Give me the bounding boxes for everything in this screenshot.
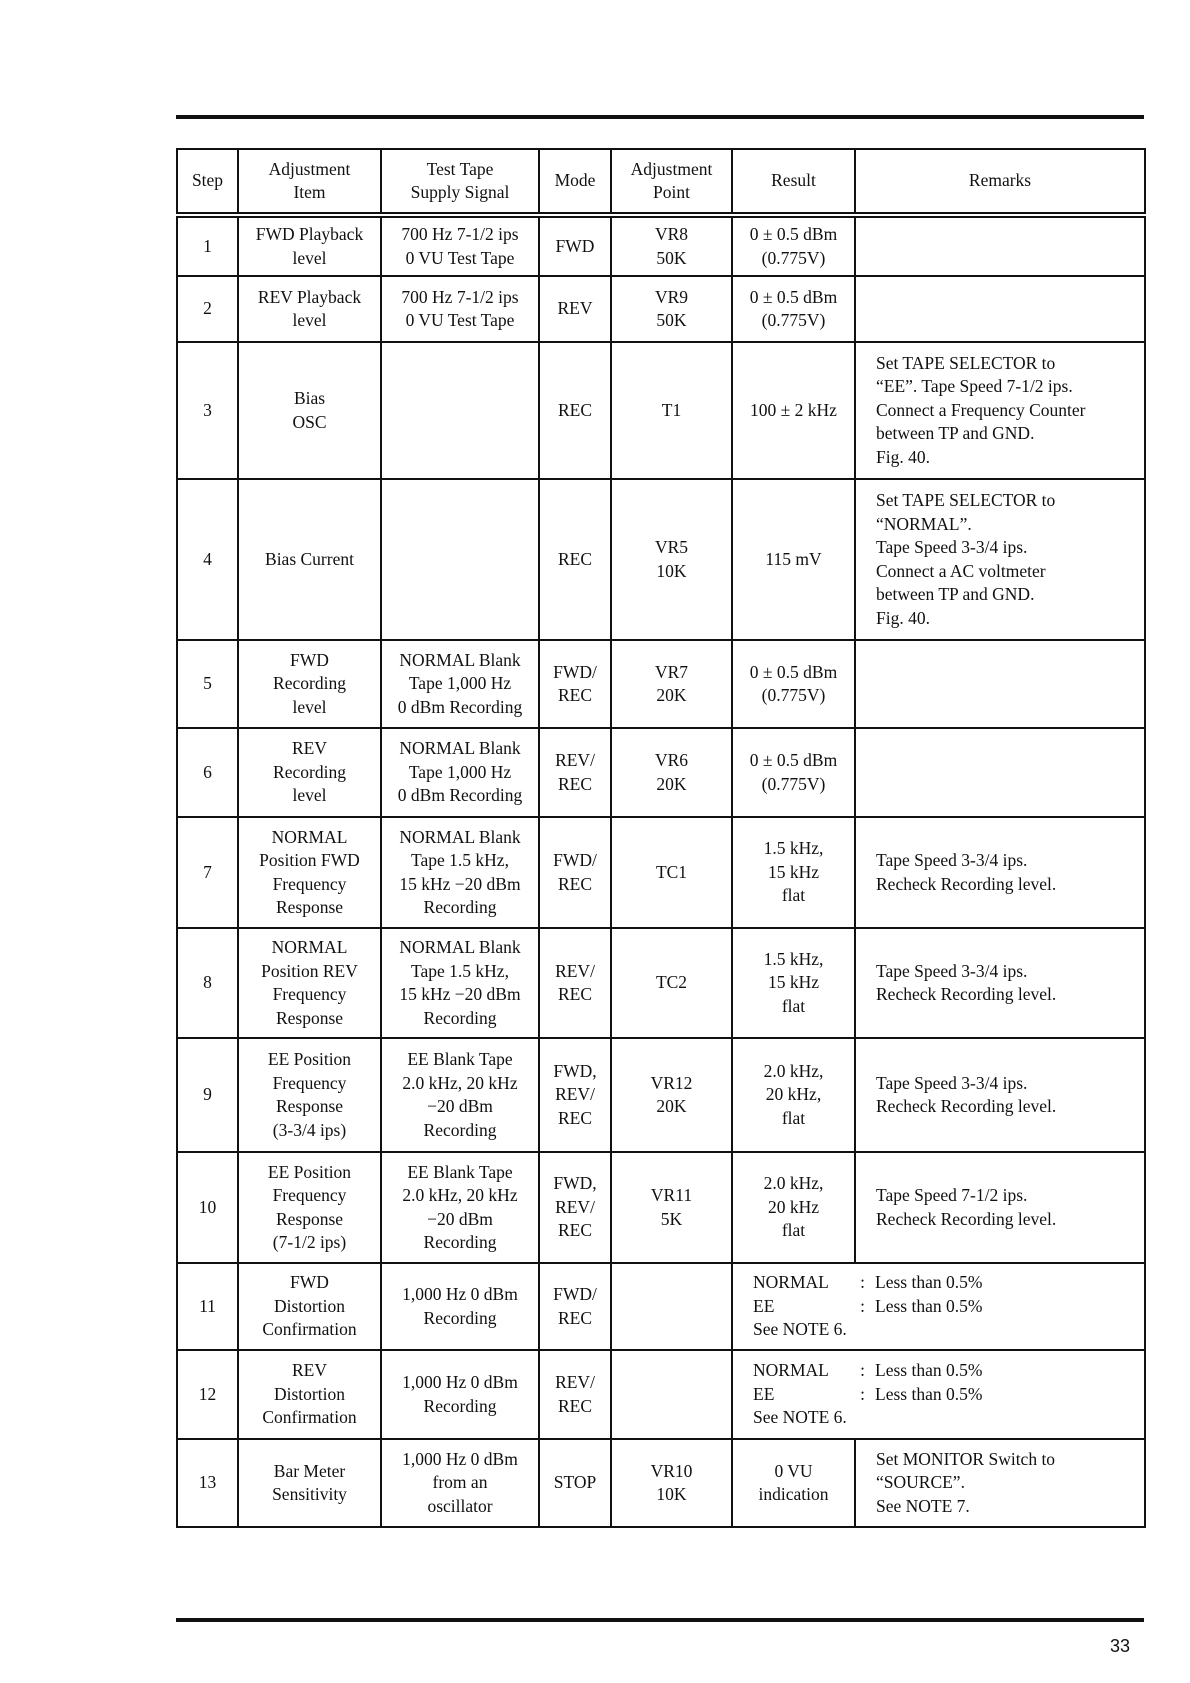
table-row [177, 479, 1145, 640]
cell-mode: FWD/ REC [539, 817, 611, 928]
cell-result: 1.5 kHz, 15 kHz flat [732, 928, 855, 1038]
cell-adjustment-point: VR11 5K [611, 1152, 732, 1263]
cell-adjustment-item: REV Playback level [238, 276, 381, 342]
cell-remarks: Tape Speed 3-3/4 ips. Recheck Recording level. [855, 1038, 1145, 1152]
cell-step: 6 [177, 728, 238, 817]
cell-adjustment-item: Bias Current [238, 479, 381, 640]
cell-step: 13 [177, 1439, 238, 1527]
header-result: Result [732, 149, 855, 215]
distortion-line [753, 1271, 1140, 1295]
cell-distortion-result [732, 1263, 1145, 1350]
cell-mode: REC [539, 479, 611, 640]
header-mode: Mode [539, 149, 611, 215]
cell-adjustment-point: VR12 20K [611, 1038, 732, 1152]
cell-step: 9 [177, 1038, 238, 1152]
cell-mode: FWD/ REC [539, 640, 611, 728]
distortion-note: See NOTE 6. [753, 1407, 847, 1428]
distortion-line [753, 1383, 1140, 1407]
cell-result: 0 VU indication [732, 1439, 855, 1527]
cell-distortion-result [732, 1350, 1145, 1439]
cell-step: 3 [177, 342, 238, 479]
cell-adjustment-point: VR6 20K [611, 728, 732, 817]
cell-adjustment-point: TC2 [611, 928, 732, 1038]
cell-remarks [855, 728, 1145, 817]
distortion-value: Less than 0.5% [875, 1383, 983, 1404]
distortion-label: NORMAL [753, 1272, 829, 1293]
cell-test-tape-signal: NORMAL Blank Tape 1,000 Hz 0 dBm Recording [381, 728, 539, 817]
cell-test-tape-signal: 1,000 Hz 0 dBm from an oscillator [381, 1439, 539, 1527]
cell-remarks [855, 640, 1145, 728]
cell-result: 2.0 kHz, 20 kHz, flat [732, 1038, 855, 1152]
cell-adjustment-item: Bias OSC [238, 342, 381, 479]
cell-mode: REC [539, 342, 611, 479]
cell-result: 0 ± 0.5 dBm (0.775V) [732, 640, 855, 728]
colon: : [860, 1360, 865, 1381]
cell-remarks [855, 276, 1145, 342]
cell-mode: STOP [539, 1439, 611, 1527]
page-number: 33 [1110, 1636, 1131, 1656]
table-body [177, 215, 1145, 1527]
cell-test-tape-signal: 1,000 Hz 0 dBm Recording [381, 1263, 539, 1350]
cell-mode: REV/ REC [539, 1350, 611, 1439]
cell-adjustment-point: TC1 [611, 817, 732, 928]
cell-adjustment-point [611, 1263, 732, 1350]
cell-step: 8 [177, 928, 238, 1038]
table-row [177, 817, 1145, 928]
cell-mode: REV/ REC [539, 928, 611, 1038]
cell-result: 100 ± 2 kHz [732, 342, 855, 479]
cell-adjustment-item: NORMAL Position FWD Frequency Response [238, 817, 381, 928]
cell-remarks: Set TAPE SELECTOR to “NORMAL”. Tape Speed 3-3/4 ips. Connect a AC voltmeter between TP and GND. Fig. 40. [855, 479, 1145, 640]
cell-adjustment-point: VR5 10K [611, 479, 732, 640]
cell-step: 11 [177, 1263, 238, 1350]
distortion-label: NORMAL [753, 1360, 829, 1381]
table-row [177, 1263, 1145, 1350]
cell-adjustment-item: FWD Distortion Confirmation [238, 1263, 381, 1350]
cell-test-tape-signal: EE Blank Tape 2.0 kHz, 20 kHz −20 dBm Recording [381, 1152, 539, 1263]
distortion-value: Less than 0.5% [875, 1272, 983, 1293]
cell-remarks: Tape Speed 3-3/4 ips. Recheck Recording level. [855, 817, 1145, 928]
cell-adjustment-item: FWD Playback level [238, 215, 381, 276]
header-step: Step [177, 149, 238, 215]
cell-remarks [855, 215, 1145, 276]
cell-step: 5 [177, 640, 238, 728]
cell-adjustment-item: REV Distortion Confirmation [238, 1350, 381, 1439]
cell-step: 10 [177, 1152, 238, 1263]
cell-adjustment-item: REV Recording level [238, 728, 381, 817]
cell-adjustment-item: EE Position Frequency Response (3-3/4 ips) [238, 1038, 381, 1152]
distortion-value: Less than 0.5% [875, 1360, 983, 1381]
cell-result: 0 ± 0.5 dBm (0.775V) [732, 728, 855, 817]
cell-mode: REV/ REC [539, 728, 611, 817]
cell-adjustment-item: EE Position Frequency Response (7-1/2 ips) [238, 1152, 381, 1263]
header-row [177, 149, 1145, 215]
adjustment-table [176, 148, 1146, 1528]
cell-adjustment-item: NORMAL Position REV Frequency Response [238, 928, 381, 1038]
header-remarks: Remarks [855, 149, 1145, 215]
table-row [177, 342, 1145, 479]
cell-test-tape-signal: 700 Hz 7-1/2 ips 0 VU Test Tape [381, 215, 539, 276]
table-row [177, 1038, 1145, 1152]
table-row [177, 640, 1145, 728]
cell-remarks: Set TAPE SELECTOR to “EE”. Tape Speed 7-1/2 ips. Connect a Frequency Counter between TP and GND. Fig. 40. [855, 342, 1145, 479]
cell-mode: FWD/ REC [539, 1263, 611, 1350]
table-row [177, 728, 1145, 817]
cell-step: 7 [177, 817, 238, 928]
cell-step: 1 [177, 215, 238, 276]
cell-test-tape-signal: EE Blank Tape 2.0 kHz, 20 kHz −20 dBm Recording [381, 1038, 539, 1152]
colon: : [860, 1383, 865, 1404]
table-row [177, 276, 1145, 342]
cell-step: 2 [177, 276, 238, 342]
cell-adjustment-point: VR10 10K [611, 1439, 732, 1527]
colon: : [860, 1272, 865, 1293]
cell-step: 12 [177, 1350, 238, 1439]
table-row [177, 215, 1145, 276]
cell-result: 115 mV [732, 479, 855, 640]
distortion-value: Less than 0.5% [875, 1295, 983, 1316]
header-adjustment-point: Adjustment Point [611, 149, 732, 215]
cell-mode: REV [539, 276, 611, 342]
distortion-line [753, 1359, 1140, 1383]
cell-remarks: Tape Speed 3-3/4 ips. Recheck Recording level. [855, 928, 1145, 1038]
header-adjustment-item: Adjustment Item [238, 149, 381, 215]
cell-test-tape-signal [381, 342, 539, 479]
cell-test-tape-signal: 700 Hz 7-1/2 ips 0 VU Test Tape [381, 276, 539, 342]
top-rule [176, 115, 1144, 119]
table-row [177, 928, 1145, 1038]
cell-test-tape-signal: NORMAL Blank Tape 1,000 Hz 0 dBm Recording [381, 640, 539, 728]
cell-test-tape-signal [381, 479, 539, 640]
cell-adjustment-point [611, 1350, 732, 1439]
cell-mode: FWD, REV/ REC [539, 1038, 611, 1152]
distortion-label: EE [753, 1383, 775, 1404]
cell-result: 1.5 kHz, 15 kHz flat [732, 817, 855, 928]
cell-step: 4 [177, 479, 238, 640]
distortion-label: EE [753, 1295, 775, 1316]
cell-result: 0 ± 0.5 dBm (0.775V) [732, 276, 855, 342]
cell-adjustment-point: VR9 50K [611, 276, 732, 342]
colon: : [860, 1295, 865, 1316]
table-row [177, 1439, 1145, 1527]
cell-adjustment-point: VR8 50K [611, 215, 732, 276]
cell-mode: FWD, REV/ REC [539, 1152, 611, 1263]
cell-remarks: Set MONITOR Switch to “SOURCE”. See NOTE 7. [855, 1439, 1145, 1527]
cell-adjustment-point: T1 [611, 342, 732, 479]
cell-adjustment-item: Bar Meter Sensitivity [238, 1439, 381, 1527]
cell-test-tape-signal: NORMAL Blank Tape 1.5 kHz, 15 kHz −20 dBm Recording [381, 817, 539, 928]
distortion-line [753, 1295, 1140, 1319]
cell-remarks: Tape Speed 7-1/2 ips. Recheck Recording level. [855, 1152, 1145, 1263]
cell-mode: FWD [539, 215, 611, 276]
cell-adjustment-point: VR7 20K [611, 640, 732, 728]
cell-result: 2.0 kHz, 20 kHz flat [732, 1152, 855, 1263]
table-row [177, 1350, 1145, 1439]
cell-adjustment-item: FWD Recording level [238, 640, 381, 728]
cell-test-tape-signal: NORMAL Blank Tape 1.5 kHz, 15 kHz −20 dBm Recording [381, 928, 539, 1038]
distortion-note: See NOTE 6. [753, 1319, 847, 1340]
table-row [177, 1152, 1145, 1263]
bottom-rule [176, 1618, 1144, 1622]
header-test-tape-signal: Test Tape Supply Signal [381, 149, 539, 215]
cell-result: 0 ± 0.5 dBm (0.775V) [732, 215, 855, 276]
cell-test-tape-signal: 1,000 Hz 0 dBm Recording [381, 1350, 539, 1439]
